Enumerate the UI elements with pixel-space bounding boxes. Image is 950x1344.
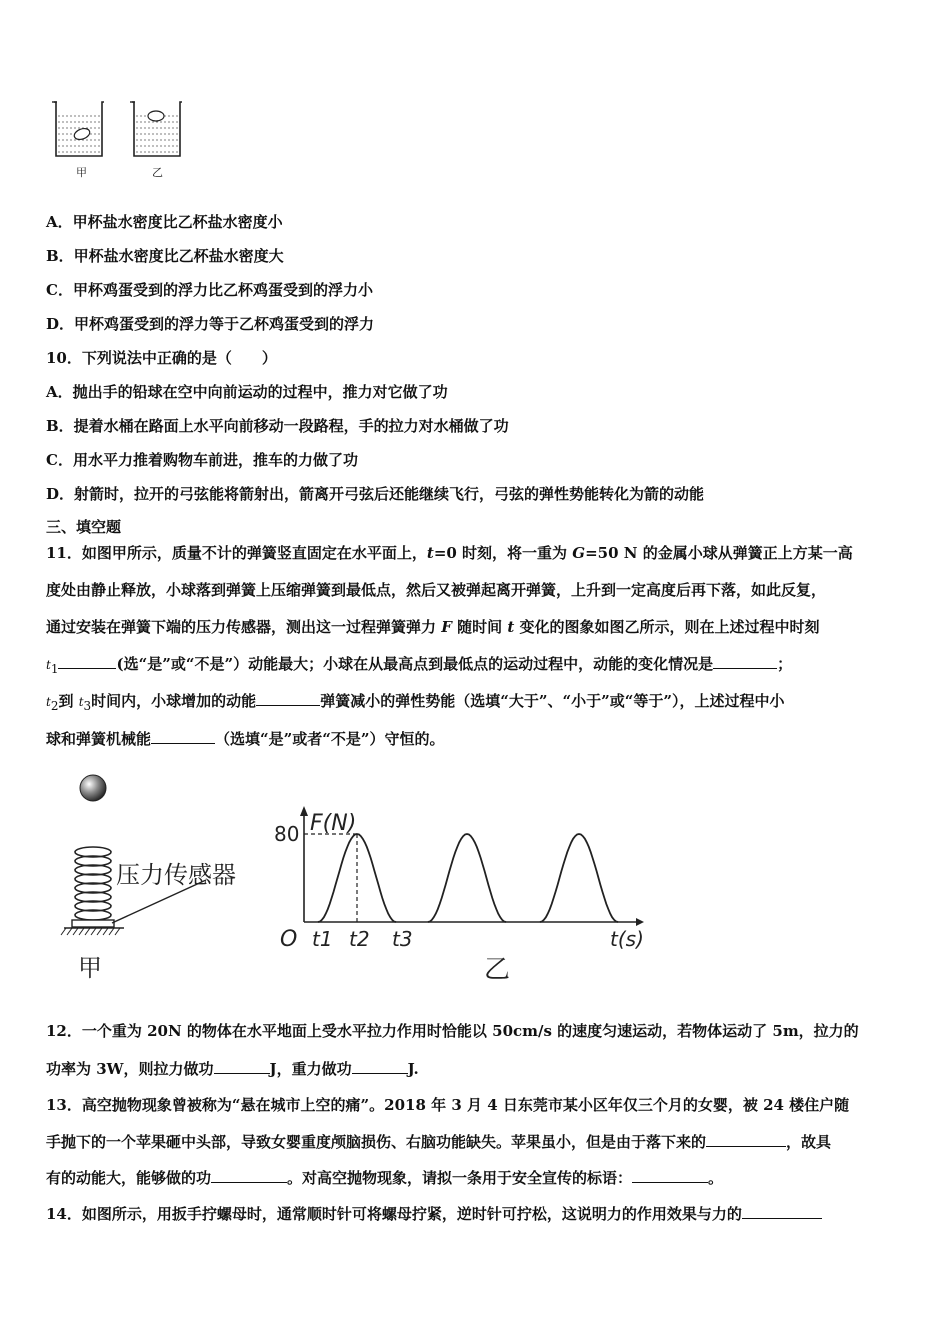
x-axis-label: t(s) <box>610 927 644 951</box>
q12-line-1: 12．一个重为 20N 的物体在水平地面上受水平拉力作用时恰能以 50cm/s 的速度匀速运动，若物体运动了 5m，拉力的 <box>46 1022 859 1040</box>
q10-option-c: C．用水平力推着购物车前进，推车的力做了功 <box>46 451 358 469</box>
sensor-label: 压力传感器 <box>116 861 236 889</box>
q11-l3a: 通过安装在弹簧下端的压力传感器，测出这一过程弹簧弹力 <box>46 618 442 636</box>
q11-line-2: 度处由静止释放，小球落到弹簧上压缩弹簧到最低点，然后又被弹起离开弹簧，上升到一定高度后再下落，如此反复， <box>46 581 827 599</box>
q11-l4b: ； <box>777 655 793 673</box>
q11-F: F <box>441 618 452 636</box>
tick-t2: t2 <box>349 927 370 951</box>
q9-option-c: C．甲杯鸡蛋受到的浮力比乙杯鸡蛋受到的浮力小 <box>46 281 373 299</box>
q13-l3b: 。对高空抛物现象，请拟一条用于安全宣传的标语： <box>287 1169 633 1187</box>
answer-blank-8[interactable] <box>211 1168 287 1183</box>
q11-t: t <box>426 544 434 562</box>
y-tick-80: 80 <box>274 822 300 846</box>
q11-l5a: 到 <box>58 692 79 710</box>
q9-option-d: D．甲杯鸡蛋受到的浮力等于乙杯鸡蛋受到的浮力 <box>46 315 375 333</box>
q13-l3a: 有的动能大，能够做的功 <box>46 1169 212 1187</box>
q9-option-b: B．甲杯盐水密度比乙杯盐水密度大 <box>46 247 284 265</box>
q9-option-a: A．甲杯盐水密度比乙杯盐水密度小 <box>46 213 283 231</box>
y-axis-label: F(N) <box>310 811 357 836</box>
q12-l2a: 功率为 3W，则拉力做功 <box>46 1060 214 1078</box>
caption-jia: 甲 <box>78 954 102 982</box>
answer-blank-6[interactable] <box>352 1059 408 1074</box>
q11-G: G <box>572 544 586 562</box>
q11-l1b: =0 时刻，将一重为 <box>433 544 573 562</box>
pressure-sensor <box>72 920 114 927</box>
answer-blank-1[interactable] <box>58 654 116 669</box>
q11-l5c: 弹簧减小的弹性势能（选填“大于”、“小于”或“等于”），上述过程中小 <box>320 692 785 710</box>
caption-yi: 乙 <box>484 955 511 985</box>
q12-l2c: J. <box>407 1060 419 1078</box>
spring-figure <box>56 770 276 990</box>
origin-label: O <box>280 927 298 952</box>
q12-l2b: J，重力做功 <box>269 1060 352 1078</box>
q13-line-3 <box>46 1168 910 1188</box>
answer-blank-7[interactable] <box>706 1132 786 1147</box>
q13-l3c: 。 <box>708 1169 724 1187</box>
y-axis-arrow <box>300 806 308 816</box>
q11-line-1 <box>46 543 910 563</box>
q10-option-b: B．提着水桶在路面上水平向前移动一段路程，手的拉力对水桶做了功 <box>46 417 509 435</box>
egg-jia <box>73 127 91 142</box>
answer-blank-5[interactable] <box>214 1059 270 1074</box>
q10-option-d: D．射箭时，拉开的弓弦能将箭射出，箭离开弓弦后还能继续飞行，弓弦的弹性势能转化为箭的动能 <box>46 485 705 503</box>
force-pulse-3 <box>540 834 618 922</box>
q11-t1: t <box>46 658 51 672</box>
q11-t2: t <box>46 695 51 709</box>
q11-sub2: 2 <box>50 699 59 713</box>
q13-l2a: 手抛下的一个苹果砸中头部，导致女婴重度颅脑损伤、右脑功能缺失。苹果虽小，但是由于落下来的 <box>46 1133 707 1151</box>
q11-line-5 <box>46 691 910 716</box>
beaker-jia <box>52 102 104 156</box>
tick-t1: t1 <box>312 927 333 951</box>
q11-t3: t <box>78 695 84 709</box>
q11-l3c: 变化的图象如图乙所示，则在上述过程中时刻 <box>514 618 820 636</box>
q11-line-6 <box>46 729 910 749</box>
tick-t3: t3 <box>392 927 413 951</box>
spring <box>75 847 111 920</box>
q14-line-1 <box>46 1204 910 1224</box>
q10-stem: 10．下列说法中正确的是（ ） <box>46 349 277 367</box>
q11-line-4 <box>46 654 910 679</box>
q11-l6b: （选填“是”或者“不是”）守恒的。 <box>215 730 445 748</box>
chart-layer <box>274 806 644 985</box>
x-axis-arrow <box>636 918 644 926</box>
q11-l1a: 11．如图甲所示，质量不计的弹簧竖直固定在水平面上， <box>46 544 427 562</box>
q11-l4a: (选“是”或“不是”）动能最大；小球在从最高点到最低点的运动过程中，动能的变化情况是 <box>116 655 714 673</box>
q13-line-1: 13．高空抛物现象曾被称为“悬在城市上空的痛”。2018 年 3 月 4 日东莞市某小区年仅三个月的女婴，被 24 楼住户随 <box>46 1096 850 1114</box>
q11-l6a: 球和弹簧机械能 <box>46 730 152 748</box>
answer-blank-3[interactable] <box>256 691 320 706</box>
q13-l2b: ，故具 <box>786 1133 832 1151</box>
beaker-label-yi: 乙 <box>152 166 163 179</box>
q11-l1c: =50 N 的金属小球从弹簧正上方某一高 <box>585 544 853 562</box>
q11-sub3: 3 <box>83 699 92 713</box>
answer-blank-4[interactable] <box>151 729 215 744</box>
beakers-figure <box>48 96 188 181</box>
answer-blank-2[interactable] <box>713 654 777 669</box>
q11-l5b: 时间内，小球增加的动能 <box>91 692 257 710</box>
answer-blank-10[interactable] <box>742 1204 822 1219</box>
q14-l1: 14．如图所示，用扳手拧螺母时，通常顺时针可将螺母拧紧，逆时针可拧松，这说明力的作用效果与力的 <box>46 1205 742 1223</box>
metal-ball <box>80 775 106 801</box>
q12-line-2 <box>46 1059 910 1079</box>
q13-line-2 <box>46 1132 910 1152</box>
q11-sub1: 1 <box>50 662 59 676</box>
q10-option-a: A．抛出手的铅球在空中向前运动的过程中，推力对它做了功 <box>46 383 448 401</box>
q11-t-var: t <box>507 618 515 636</box>
force-pulse-2 <box>428 834 506 922</box>
q11-line-3 <box>46 617 910 637</box>
force-time-chart <box>270 800 650 990</box>
egg-yi <box>148 111 164 121</box>
beaker-yi <box>130 102 182 156</box>
q11-l3b: 随时间 <box>451 618 508 636</box>
answer-blank-9[interactable] <box>632 1168 708 1183</box>
beaker-label-jia: 甲 <box>76 166 87 179</box>
section-heading: 三、填空题 <box>46 518 122 536</box>
